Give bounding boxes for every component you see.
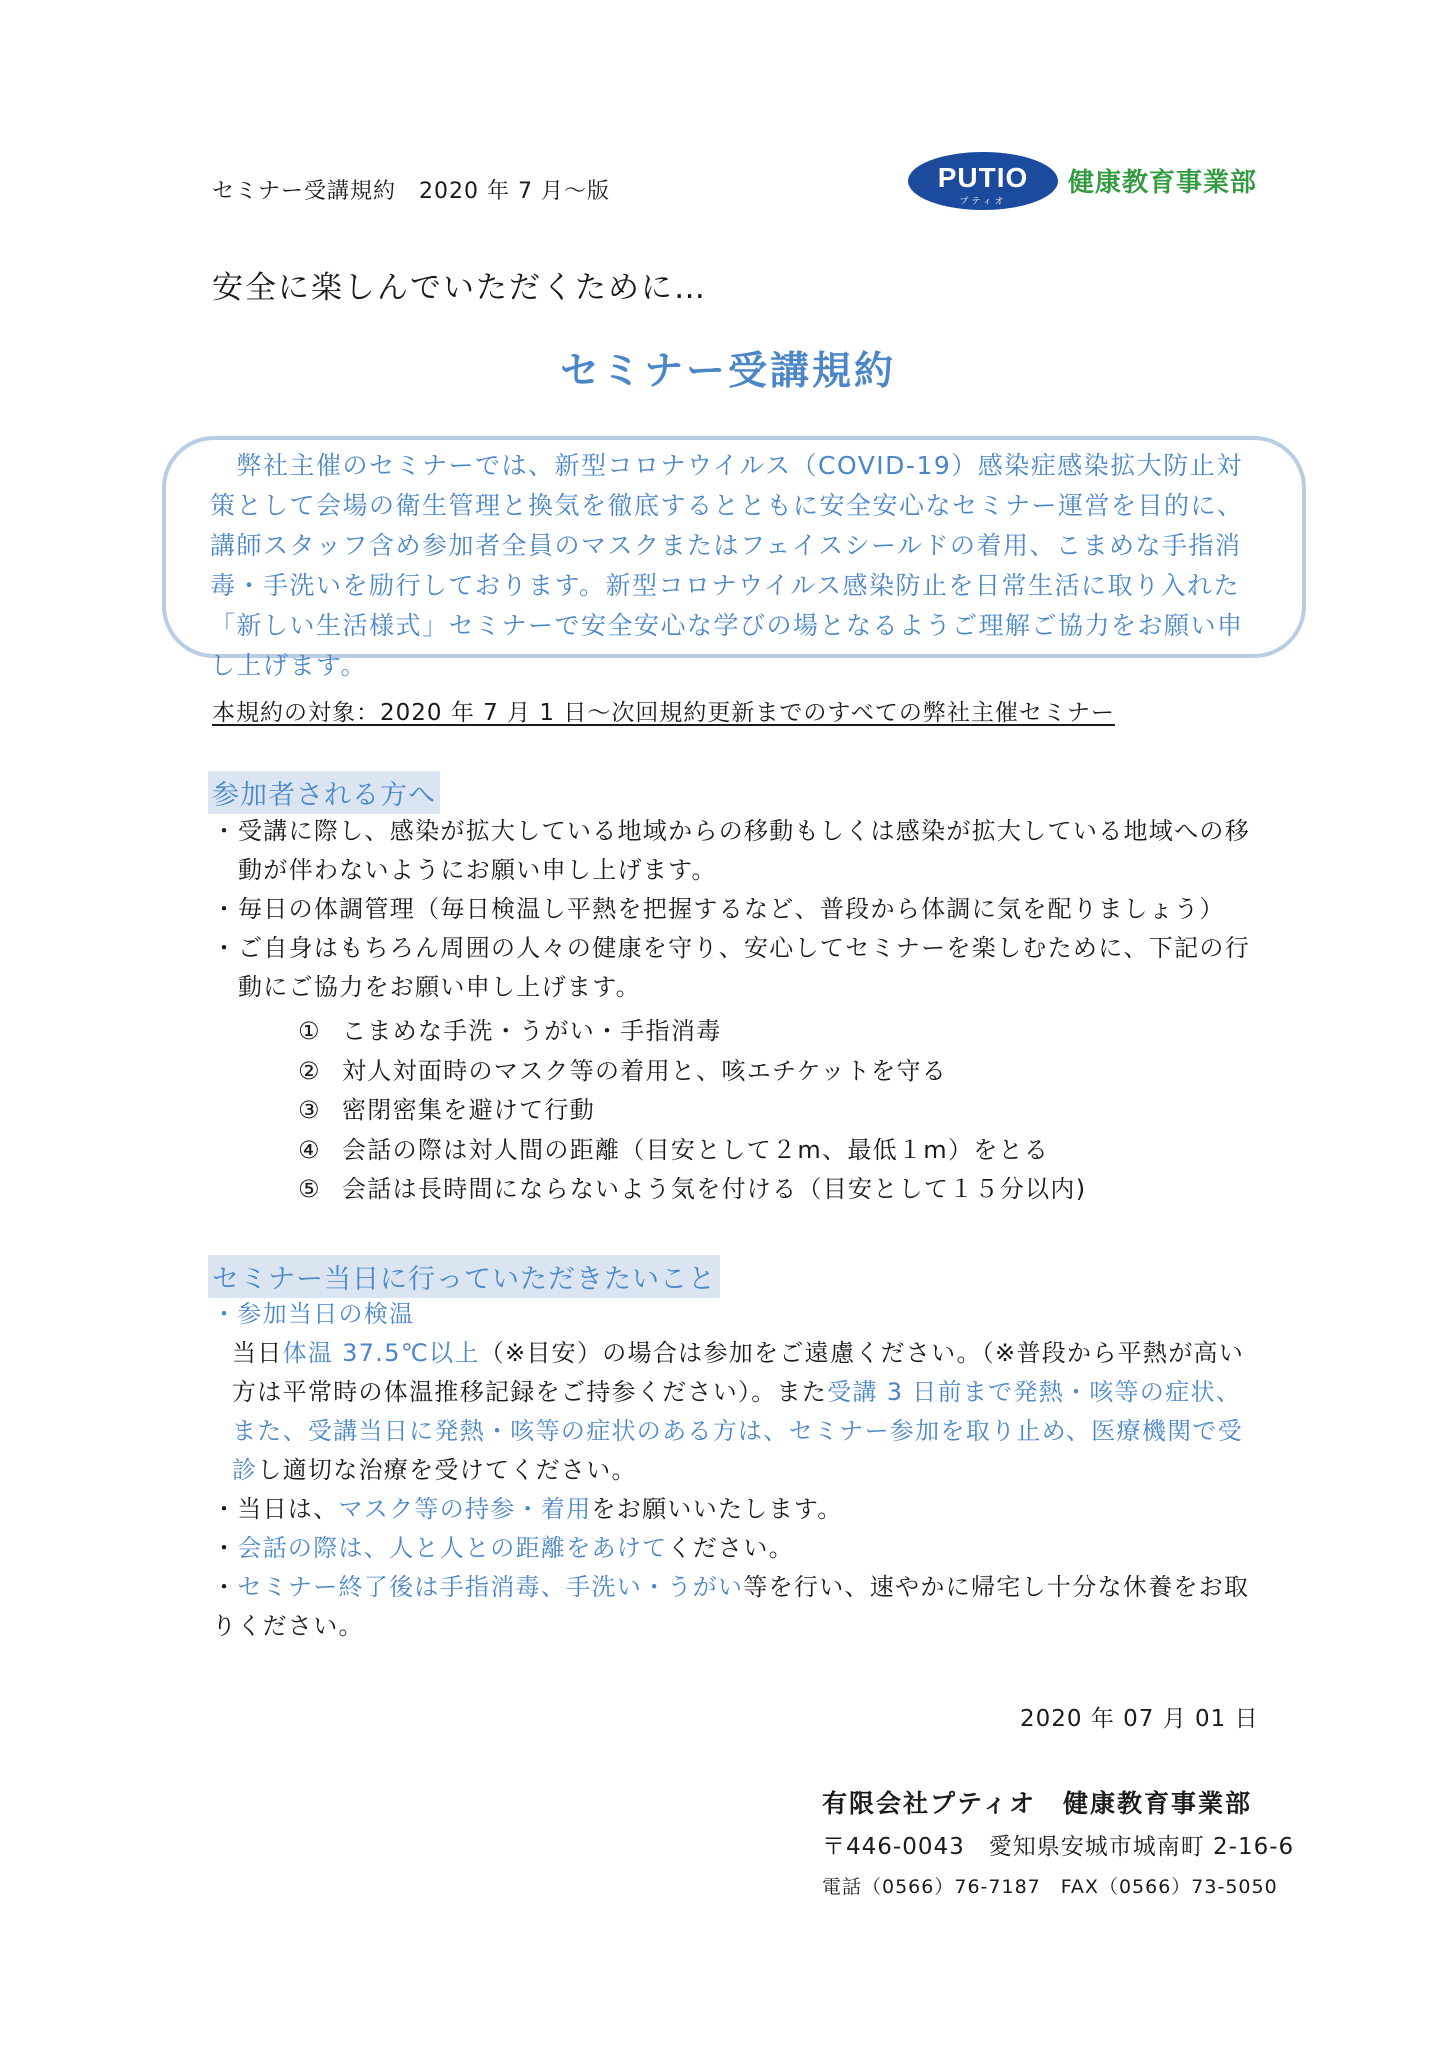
- item-text: こまめな手洗・うがい・手指消毒: [342, 1017, 722, 1045]
- item-number: ①: [298, 1017, 321, 1045]
- section-heading-participants: 参加者される方へ: [208, 771, 440, 814]
- list-item: [212, 812, 1262, 890]
- text-run: ・: [212, 1534, 238, 1562]
- text-run: をお願いいたします。: [591, 1495, 843, 1523]
- temperature-check-text: [212, 1334, 1262, 1490]
- list-item-text: ご自身はもちろん周囲の人々の健康を守り、安心してセミナーを楽しむために、下記の行動にご協力をお願い申し上げます。: [238, 934, 1250, 1001]
- text-run: ・: [212, 1573, 238, 1601]
- numbered-item: [298, 1170, 1086, 1210]
- page-title: セミナー受講規約: [559, 349, 896, 394]
- highlight-text: 受講 3 日前まで発熱・咳等の症状、また、受講当日に発熱・咳等の症状のある方は、セミナー参加を取り止め、医療機関で受診: [232, 1378, 1244, 1484]
- numbered-item: [298, 1131, 1086, 1171]
- company-address: 〒446-0043 愛知県安城市城南町 2-16-6: [822, 1834, 1295, 1860]
- numbered-actions-list: [298, 1012, 1086, 1210]
- bullet: ・: [212, 817, 238, 845]
- after-seminar-item: [212, 1568, 1262, 1646]
- logo-subtext: プティオ: [959, 197, 1007, 207]
- item-text: 会話は長時間にならないよう気を付ける（目安として１５分以内): [342, 1175, 1087, 1203]
- scope-statement: 本規約の対象：2020 年 7 月 1 日～次回規約更新までのすべての弊社主催セミナー: [212, 700, 1115, 726]
- item-number: ③: [298, 1096, 321, 1124]
- participant-guidelines-list: [212, 812, 1262, 1007]
- list-item: [212, 929, 1262, 1007]
- distance-item: [212, 1529, 1262, 1568]
- item-text: 密閉密集を避けて行動: [342, 1096, 595, 1124]
- numbered-item: [298, 1091, 1086, 1131]
- company-contact: 電話（0566）76-7187 FAX（0566）73-5050: [822, 1876, 1278, 1898]
- item-number: ⑤: [298, 1175, 321, 1203]
- text-run: し適切な治療を受けてください。: [257, 1456, 637, 1484]
- bullet: ・: [212, 895, 238, 923]
- highlight-text: 体温 37.5℃以上: [282, 1339, 480, 1367]
- document-version: セミナー受講規約 2020 年 7 月～版: [212, 179, 610, 204]
- section-heading-seminar-day: セミナー当日に行っていただきたいこと: [208, 1255, 720, 1298]
- logo-department: 健康教育事業部: [1068, 168, 1258, 198]
- company-name: 有限会社プティオ 健康教育事業部: [822, 1789, 1253, 1818]
- text-run: ・当日は、: [212, 1495, 339, 1523]
- list-item: [212, 890, 1262, 929]
- numbered-item: [298, 1012, 1086, 1052]
- temperature-check-label: ・参加当日の検温: [212, 1300, 415, 1328]
- company-logo: [908, 150, 1258, 214]
- numbered-item: [298, 1052, 1086, 1092]
- logo-text: PUTIO: [937, 162, 1029, 193]
- highlight-text: 会話の際は、人と人との距離をあけて: [237, 1534, 668, 1562]
- item-text: 対人対面時のマスク等の着用と、咳エチケットを守る: [342, 1056, 948, 1085]
- text-run: ください。: [667, 1534, 794, 1562]
- mask-item: [212, 1490, 1262, 1529]
- list-item-text: 毎日の体調管理（毎日検温し平熱を把握するなど、普段から体調に気を配りましょう）: [238, 895, 1225, 923]
- highlight-text: マスク等の持参・着用: [338, 1495, 592, 1523]
- text-run: 当日: [232, 1339, 283, 1367]
- list-item-text: 受講に際し、感染が拡大している地域からの移動もしくは感染が拡大している地域への移動が伴わないようにお願い申し上げます。: [238, 817, 1250, 884]
- item-number: ④: [298, 1135, 321, 1164]
- highlight-text: セミナー終了後は手指消毒、手洗い・うがい: [237, 1573, 744, 1601]
- notice-text: 弊社主催のセミナーでは、新型コロナウイルス（COVID-19）感染症感染拡大防止対策として会場の衛生管理と換気を徹底するとともに安全安心なセミナー運営を目的に、講師スタッフ含め参加者全員のマスクまたはフェイスシールドの着用、こまめな手指消毒・手洗いを励行しております。新型コロナウイルス感染防止を日常生活に取り入れた「新しい生活様式」セミナーで安全安心な学びの場となるようご理解ご協力をお願い申し上げます。: [210, 451, 1244, 680]
- bullet: ・: [212, 934, 238, 962]
- intro-heading: 安全に楽しんでいただくために…: [212, 270, 707, 306]
- text-run: 等を行い、速やかに帰宅し十分な休養をお取りください。: [212, 1573, 1250, 1640]
- text-run: （※目安）の場合は参加をご遠慮ください。（※普段から平熱が高い方は平常時の体温推移記録をご持参ください）。また: [232, 1339, 1245, 1406]
- issue-date: 2020 年 07 月 01 日: [1020, 1706, 1259, 1732]
- seminar-day-guidelines: [212, 1295, 1262, 1646]
- item-number: ②: [298, 1056, 321, 1085]
- item-text: 会話の際は対人間の距離（目安として２m、最低１m）をとる: [342, 1135, 1050, 1164]
